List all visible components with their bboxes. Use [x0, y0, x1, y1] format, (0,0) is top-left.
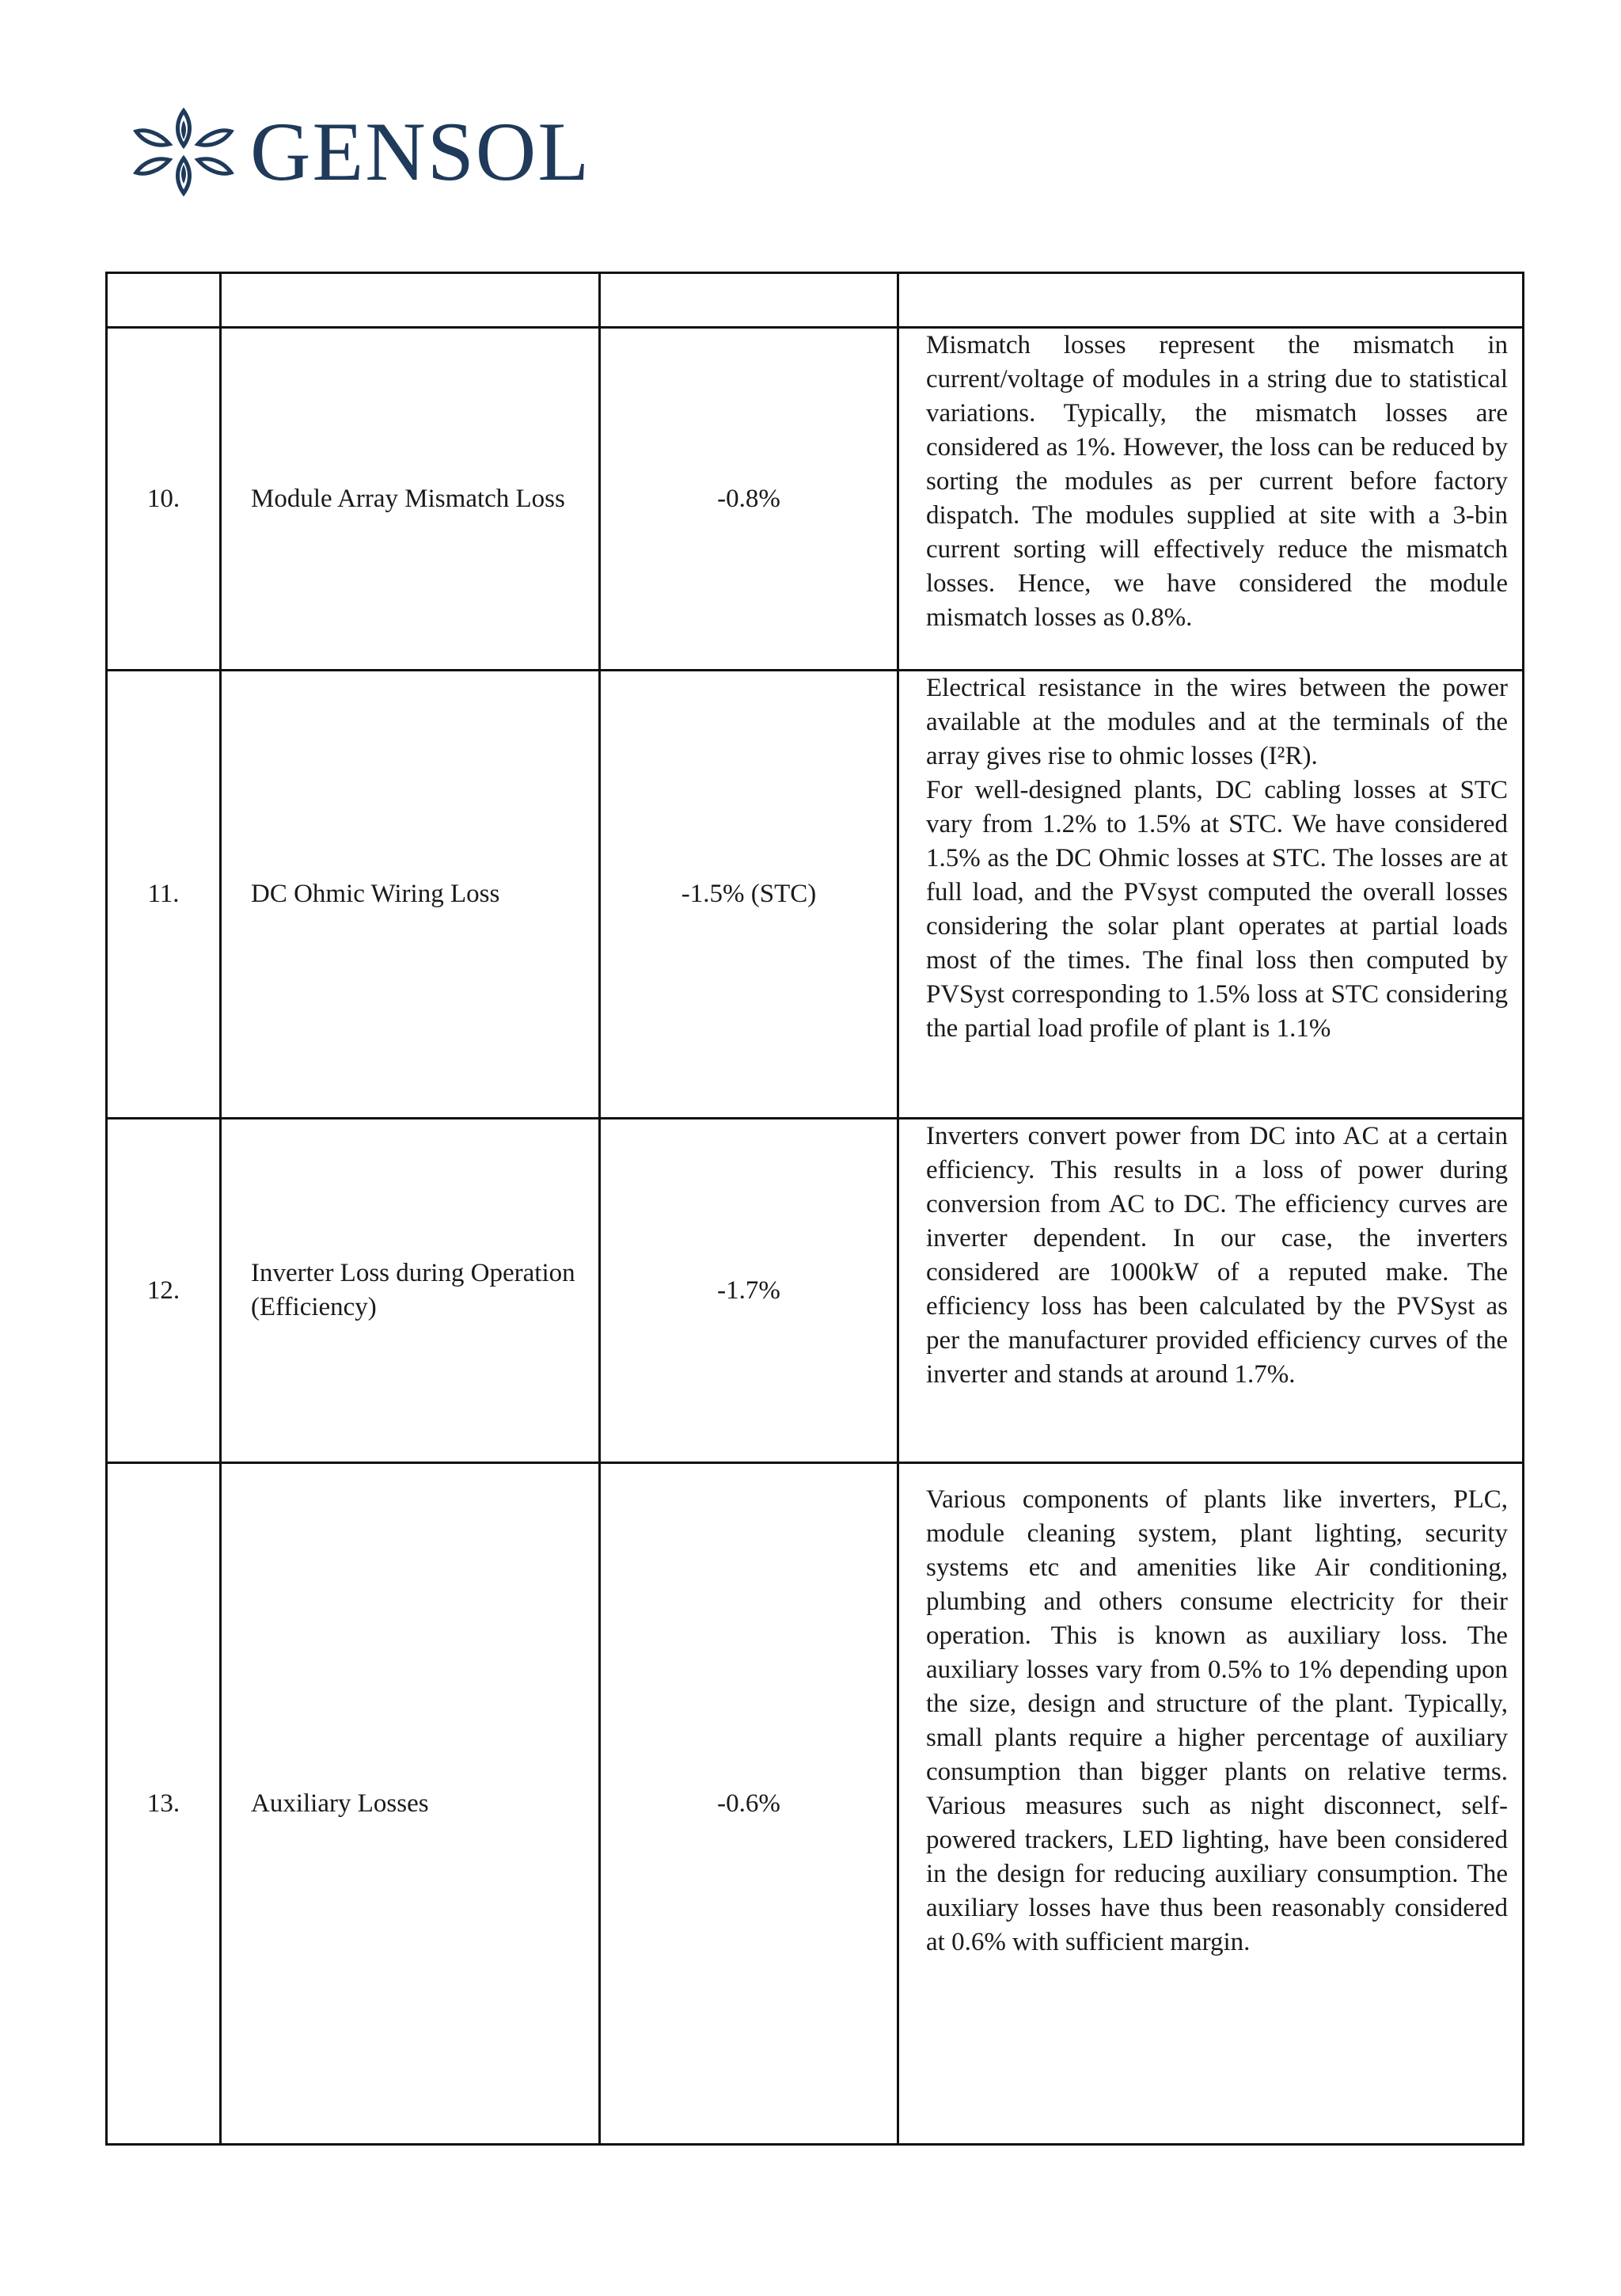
header-cell: [600, 273, 898, 328]
row-number: 13.: [107, 1463, 221, 2145]
description-paragraph: Various components of plants like inverters, PLC, module cleaning system, plant lighting, security systems etc and amenities like Air conditioning, plumbing and others consume electricity for their operation. This is known as auxiliary loss. The auxiliary losses vary from 0.5% to 1% depending upon the size, design and structure of the plant. Typically, small plants require a higher percentage of auxiliary consumption than bigger plants on relative terms. Various measures such as night disconnect, self-powered trackers, LED lighting, have been considered in the design for reducing auxiliary consumption. The auxiliary losses have thus been reasonably considered at 0.6% with sufficient margin.: [926, 1485, 1508, 1956]
header-cell: [107, 273, 221, 328]
loss-value: -0.8%: [600, 328, 898, 671]
table-row: [107, 1463, 1524, 2145]
loss-parameter: Inverter Loss during Operation (Efficiency): [221, 1119, 600, 1463]
loss-parameter: Module Array Mismatch Loss: [221, 328, 600, 671]
loss-description: Inverters convert power from DC into AC at a certain efficiency. This results in a loss of power during conversion from AC to DC. The efficiency curves are inverter dependent. In our case, the inverters considered are 1000kW of a reputed make. The efficiency loss has been calculated by the PVSyst as per the manufacturer provided efficiency curves of the inverter and stands at around 1.7%.: [898, 1119, 1524, 1463]
loss-value: -1.5% (STC): [600, 671, 898, 1119]
brand-name: GENSOL: [250, 105, 591, 198]
row-number: 12.: [107, 1119, 221, 1463]
table-header-row: [107, 273, 1524, 328]
description-paragraph: Electrical resistance in the wires between the power available at the modules and at the terminals of the array gives rise to ohmic losses (I²R).: [926, 674, 1508, 770]
loss-description: [898, 1463, 1524, 2145]
description-paragraph: For well-designed plants, DC cabling losses at STC vary from 1.2% to 1.5% at STC. We have considered 1.5% as the DC Ohmic losses at STC. The losses are at full load, and the PVsyst computed the overall losses considering the solar plant operates at partial loads most of the times. The final loss then computed by PVSyst corresponding to 1.5% loss at STC considering the partial load profile of plant is 1.1%: [926, 776, 1508, 1043]
table-row: [107, 1119, 1524, 1463]
loss-parameter: Auxiliary Losses: [221, 1463, 600, 2145]
header-cell: [221, 273, 600, 328]
table-row: [107, 671, 1524, 1119]
loss-description: Mismatch losses represent the mismatch in current/voltage of modules in a string due to statistical variations. Typically, the mismatch losses are considered as 1%. However, the loss can be reduced by sorting the modules as per current before factory dispatch. The modules supplied at site with a 3-bin current sorting will effectively reduce the mismatch losses. Hence, we have considered the module mismatch losses as 0.8%.: [898, 328, 1524, 671]
row-number: 10.: [107, 328, 221, 671]
company-logo: [128, 105, 590, 200]
loss-parameters-table: [105, 272, 1524, 2146]
table-row: [107, 328, 1524, 671]
row-number: 11.: [107, 671, 221, 1119]
loss-parameter: DC Ohmic Wiring Loss: [221, 671, 600, 1119]
header-cell: [898, 273, 1524, 328]
gensol-flower-icon: [128, 105, 239, 200]
loss-value: -1.7%: [600, 1119, 898, 1463]
loss-description: [898, 671, 1524, 1119]
loss-value: -0.6%: [600, 1463, 898, 2145]
